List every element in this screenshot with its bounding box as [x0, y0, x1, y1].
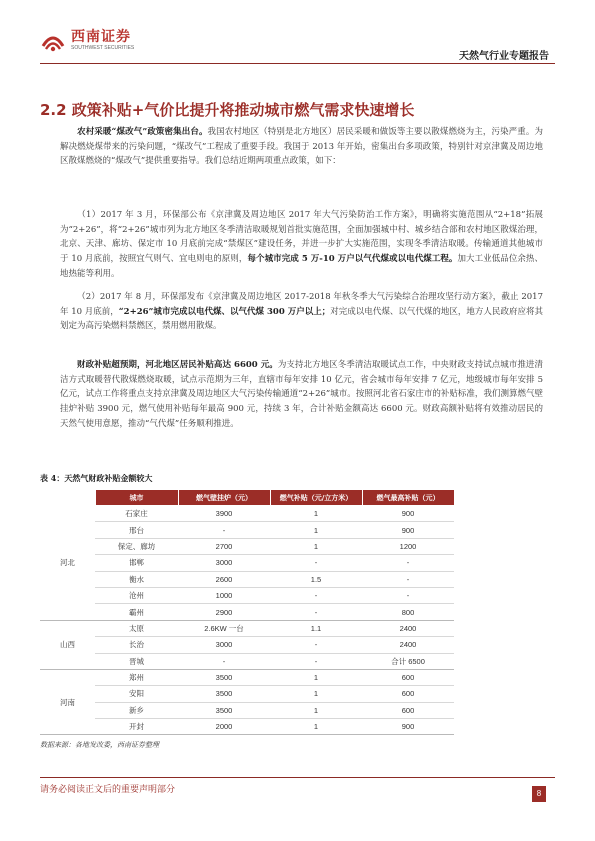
boiler-subsidy-cell: 2700 [178, 538, 270, 554]
max-subsidy-cell: 900 [362, 506, 454, 522]
table-row [40, 702, 550, 718]
city-cell: 安阳 [95, 686, 178, 702]
gas-subsidy-cell: - [270, 555, 362, 571]
gas-subsidy-cell: - [270, 587, 362, 603]
city-cell: 邢台 [95, 522, 178, 538]
city-cell: 邯郸 [95, 555, 178, 571]
paragraph-highlight: 每个城市完成 5 万-10 万户以气代煤或以电代煤工程。 [247, 254, 458, 265]
city-cell: 石家庄 [95, 506, 178, 522]
max-subsidy-cell: 900 [362, 719, 454, 735]
province-cell: 山西 [40, 620, 95, 669]
report-series-title: 天然气行业专题报告 [459, 51, 549, 62]
logo-name-en: SOUTHWEST SECURITIES [71, 45, 135, 51]
paragraph-policy-2 [60, 290, 543, 334]
city-cell: 衡水 [95, 571, 178, 587]
gas-subsidy-cell: - [270, 653, 362, 669]
table-row [40, 686, 550, 702]
table-row [40, 669, 550, 685]
max-subsidy-cell: 2400 [362, 637, 454, 653]
data-source-note: 数据来源：各地发改委，西南证券整理 [40, 741, 159, 749]
column-header-max-subsidy: 燃气最高补贴（元） [362, 490, 454, 506]
max-subsidy-cell: 600 [362, 702, 454, 718]
table-body [40, 506, 550, 735]
column-header-gas-subsidy: 燃气补贴（元/立方米） [270, 490, 362, 506]
table-row [40, 571, 550, 587]
table-row [40, 506, 550, 522]
boiler-subsidy-cell: 3900 [178, 506, 270, 522]
page-number: 8 [532, 786, 546, 802]
boiler-subsidy-cell: 2900 [178, 604, 270, 620]
max-subsidy-cell: 1200 [362, 538, 454, 554]
column-header-boiler: 燃气壁挂炉（元） [178, 490, 270, 506]
logo-emblem-icon [40, 28, 66, 54]
city-cell: 保定、廊坊 [95, 538, 178, 554]
gas-subsidy-cell: 1 [270, 538, 362, 554]
paragraph-coal-to-gas-policy [60, 125, 543, 169]
city-cell: 长治 [95, 637, 178, 653]
max-subsidy-cell: - [362, 587, 454, 603]
boiler-subsidy-cell: 2000 [178, 719, 270, 735]
table-row [40, 604, 550, 620]
boiler-subsidy-cell: 1000 [178, 587, 270, 603]
logo-name-cn: 西南证券 [71, 29, 131, 45]
section-heading: 2.2 政策补贴+气价比提升将推动城市燃气需求快速增长 [40, 101, 415, 119]
city-cell: 郑州 [95, 669, 178, 685]
city-cell: 霸州 [95, 604, 178, 620]
boiler-subsidy-cell: 3000 [178, 637, 270, 653]
province-cell: 河北 [40, 506, 95, 621]
max-subsidy-cell: 600 [362, 686, 454, 702]
table-row [40, 620, 550, 636]
table-row [40, 522, 550, 538]
gas-subsidy-cell: 1 [270, 719, 362, 735]
paragraph-text: 加大工业低品位余热、地热能等利用。 [60, 254, 543, 279]
table-header-row [40, 490, 550, 506]
boiler-subsidy-cell: 3500 [178, 669, 270, 685]
table-row [40, 719, 550, 735]
city-cell: 太原 [95, 620, 178, 636]
paragraph-policy-1 [60, 208, 543, 282]
company-logo [40, 28, 134, 54]
paragraph-lead: 农村采暖“煤改气”政策密集出台。 [77, 127, 208, 137]
province-cell: 河南 [40, 669, 95, 735]
boiler-subsidy-cell: - [178, 522, 270, 538]
paragraph-text: （1）2017 年 3 月，环保部公布《京津冀及周边地区 2017 年大气污染防治工作方案》，明确将实施范围从“2+18”拓展为“2+26”，将“2+26”城市列为北方地区冬季清洁取暖规划首批实施范围，全面加强城中村、城乡结合部和农村地区散煤治理，北京、天津、廊坊、保定市 10 月底前完成“禁煤区”建设任务，并进一步扩大实施范围，实现冬季清洁取暖。传输通道其他城市于 10 月底前，按照宜气则气、宜电则电的原则， [60, 210, 543, 265]
table-row [40, 653, 550, 669]
boiler-subsidy-cell: 2.6KW 一台 [178, 620, 270, 636]
max-subsidy-cell: 2400 [362, 620, 454, 636]
table-row [40, 587, 550, 603]
boiler-subsidy-cell: - [178, 653, 270, 669]
table-caption: 表 4：天然气财政补贴金额较大 [40, 473, 153, 483]
column-header-city: 城市 [95, 490, 178, 506]
gas-subsidy-cell: - [270, 637, 362, 653]
table-row [40, 637, 550, 653]
footer-disclaimer: 请务必阅读正文后的重要声明部分 [40, 785, 176, 795]
boiler-subsidy-cell: 3000 [178, 555, 270, 571]
paragraph-text: 对完成以电代煤、以气代煤的地区，地方人民政府应将其划定为高污染燃料禁燃区，禁用燃用散煤。 [60, 306, 543, 332]
city-cell: 晋城 [95, 653, 178, 669]
max-subsidy-cell: - [362, 555, 454, 571]
boiler-subsidy-cell: 3500 [178, 702, 270, 718]
city-cell: 沧州 [95, 587, 178, 603]
paragraph-text: 为支持北方地区冬季清洁取暖试点工作，中央财政支持试点城市推进清洁方式取暖替代散煤燃烧取暖，试点示范期为三年，直辖市每年安排 10 亿元，省会城市每年安排 7 亿元，地级城市每年安排 5 亿元，试点工作将重点支持京津冀及周边地区大气污染传输通道“2+26”城市。按照河北省石家庄市的补贴标准，我们测算燃气壁挂炉补贴 3900 元，燃气使用补贴每年最高 900 元，持续 3 年，合计补贴金额高达 6600 元。财政高额补贴将有效推动居民的天然气使用意愿，推动“气代煤”任务顺利推进。 [60, 360, 543, 429]
gas-subsidy-cell: 1 [270, 686, 362, 702]
gas-subsidy-cell: 1 [270, 522, 362, 538]
gas-subsidy-cell: - [270, 604, 362, 620]
city-cell: 新乡 [95, 702, 178, 718]
gas-subsidy-cell: 1.5 [270, 571, 362, 587]
boiler-subsidy-cell: 2600 [178, 571, 270, 587]
paragraph-text: （2）2017 年 8 月，环保部发布《京津冀及周边地区 2017-2018 年秋冬季大气污染综合治理攻坚行动方案》，截止 2017 年 10 月底前， [60, 292, 543, 317]
paragraph-highlight: “2+26”城市完成以电代煤、以气代煤 300 万户以上； [118, 306, 331, 317]
gas-subsidy-cell: 1 [270, 669, 362, 685]
max-subsidy-cell: 合计 6500 [362, 653, 454, 669]
max-subsidy-cell: 600 [362, 669, 454, 685]
table-row [40, 538, 550, 554]
gas-subsidy-cell: 1.1 [270, 620, 362, 636]
max-subsidy-cell: 800 [362, 604, 454, 620]
table-row [40, 555, 550, 571]
max-subsidy-cell: 900 [362, 522, 454, 538]
footer-divider [40, 777, 555, 778]
max-subsidy-cell: - [362, 571, 454, 587]
paragraph-subsidy [60, 358, 543, 432]
gas-subsidy-cell: 1 [270, 506, 362, 522]
header-divider [40, 63, 555, 64]
boiler-subsidy-cell: 3500 [178, 686, 270, 702]
paragraph-lead: 财政补贴超预期，河北地区居民补贴高达 6600 元。 [77, 360, 278, 370]
paragraph-text: 我国农村地区（特别是北方地区）居民采暖和做饭等主要以散煤燃烧为主，污染严重。为解决燃烧煤带来的污染问题，“煤改气”工程成了重要手段。我国于 2013 年开始，密集出台多项政策，特别针对京津冀及周边地区散煤燃烧的“煤改气”提供重要指导。我们总结近期两项重点政策，如下： [60, 127, 543, 167]
city-cell: 开封 [95, 719, 178, 735]
subsidy-table [40, 489, 550, 735]
gas-subsidy-cell: 1 [270, 702, 362, 718]
